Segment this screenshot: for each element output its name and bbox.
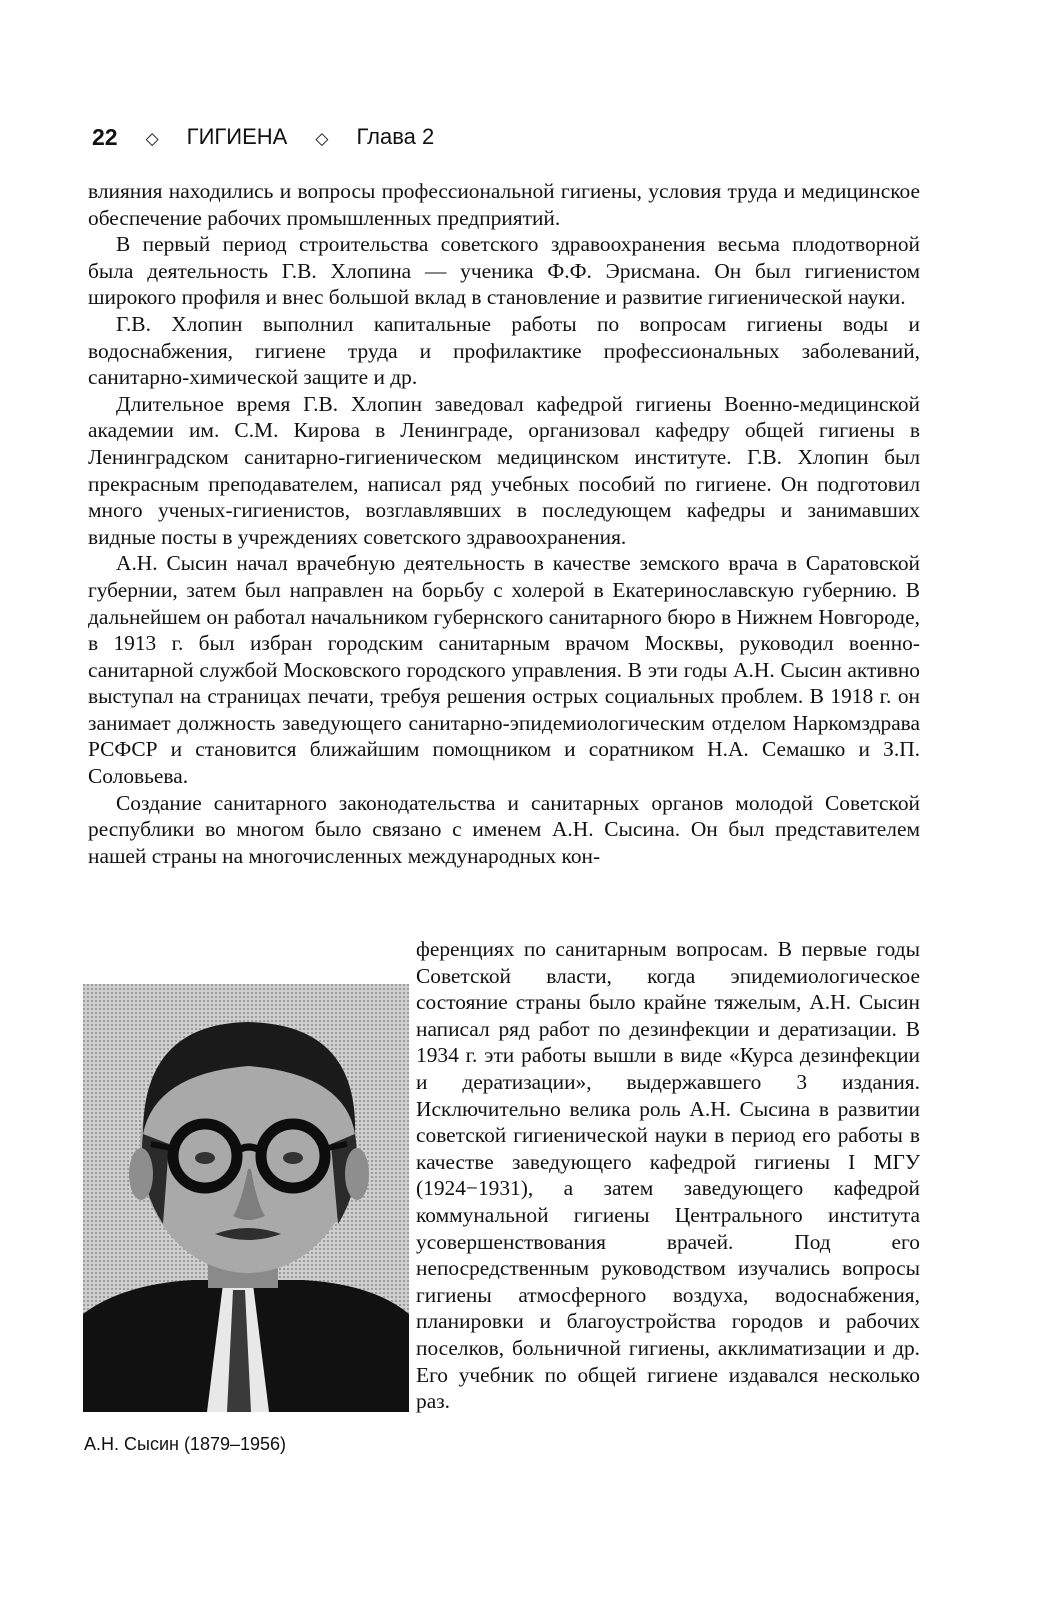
running-head: [92, 112, 952, 162]
paragraph: влияния находились и вопросы профессиональной гигиены, условия труда и медицинское обеспечение рабочих промышленных предприятий.: [88, 179, 920, 230]
figure-caption: А.Н. Сысин (1879–1956): [84, 1434, 287, 1454]
paragraph: Создание санитарного законодательства и санитарных органов молодой Советской республики во многом было связано с именем А.Н. Сысина. Он был представителем нашей страны на многочисленных международных кон-: [88, 790, 920, 868]
body-text: [88, 178, 920, 869]
chapter-label: Глава 2: [356, 124, 435, 149]
diamond-icon: ◇: [315, 129, 329, 148]
paragraph: Длительное время Г.В. Хлопин заведовал кафедрой гигиены Военно-медицинской академии им. С.М. Кирова в Ленинграде, организовал кафедру общей гигиены в Ленинградском санитарно-гигиеническом медицинском институте. Г.В. Хлопин был прекрасным преподавателем, написал ряд учебных пособий по гигиене. Он подготовил много ученых-гигиенистов, возглавлявших в последующем кафедры и занимавших видные посты в учреждениях советского здравоохранения.: [88, 391, 920, 549]
paragraph: Г.В. Хлопин выполнил капитальные работы по вопросам гигиены воды и водоснабжения, гигиене труда и профилактике профессиональных заболеваний, санитарно-химической защите и др.: [88, 311, 920, 390]
page-number: 22: [92, 123, 118, 150]
wrapped-text: [416, 936, 920, 1415]
paragraph: А.Н. Сысин начал врачебную деятельность в качестве земского врача в Саратовской губернии, затем был направлен на борьбу с холерой в Екатеринославскую губернию. В дальнейшем он работал начальником губернского санитарного бюро в Нижнем Новгороде, в 1913 г. был избран городским санитарным врачом Москвы, руководил военно-санитарной службой Московского городского управления. В эти годы А.Н. Сысин активно выступал на страницах печати, требуя решения острых социальных проблем. В 1918 г. он занимает должность заведующего санитарно-эпидемиологическим отделом Наркомздрава РСФСР и становится ближайшим помощником и соратником Н.А. Семашко и З.П. Соловьева.: [88, 551, 920, 789]
book-title: ГИГИЕНА: [186, 124, 288, 149]
portrait-photo: [83, 984, 409, 1412]
paragraph: В первый период строительства советского здравоохранения весьма плодотворной была деятельность Г.В. Хлопина — ученика Ф.Ф. Эрисмана. Он был гигиенистом широкого профиля и внес большой вклад в становление и развитие гигиенической науки.: [88, 232, 920, 310]
paragraph-continuation: ференциях по санитарным вопросам. В первые годы Советской власти, когда эпидемиологическое состояние страны было крайне тяжелым, А.Н. Сысин написал ряд работ по дезинфекции и дератизации. В 1934 г. эти работы вышли в виде «Курса дезинфекции и дератизации», выдержавшего 3 издания. Исключительно велика роль А.Н. Сысина в развитии советской гигиенической науки в период его работы в качестве заведующего кафедрой гигиены I МГУ (1924−1931), а затем заведующего кафедрой коммунальной гигиены Центрального института усовершенствования врачей. Под его непосредственным руководством изучались вопросы гигиены атмосферного воздуха, водоснабжения, планировки и благоустройства городов и рабочих поселков, больничной гигиены, акклиматизации и др. Его учебник по общей гигиене издавался несколько раз.: [416, 937, 920, 1414]
diamond-icon: ◇: [145, 129, 159, 148]
